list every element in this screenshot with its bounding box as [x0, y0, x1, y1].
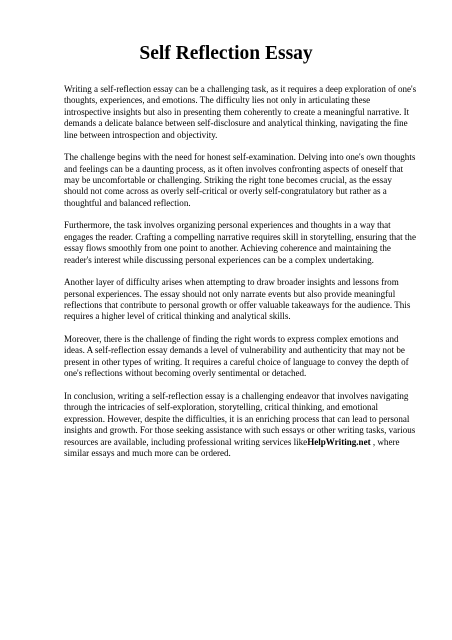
closing-text: resources are available, including professional writing services like	[64, 436, 308, 447]
text-line: similar essays and much more can be ordered.	[64, 447, 231, 458]
text-line: engages the reader. Crafting a compelling narrative requires skill in storytelling, ensuring that the	[64, 231, 416, 242]
text-line: and feelings can be a daunting process, as it often involves confronting aspects of oneself that	[64, 163, 404, 174]
text-line: introspective insights but also in presenting them coherently to create a meaningful narrative. It	[64, 106, 410, 117]
text-line: demands a delicate balance between self-disclosure and analytical thinking, navigating the fine	[64, 118, 408, 129]
closing-suffix: , where	[370, 436, 400, 447]
text-line: insights and growth. For those seeking assistance with such essays or other writing tasks, various	[64, 425, 416, 436]
text-line: present in other types of writing. It requires a careful choice of language to convey the depth of	[64, 356, 409, 367]
text-line: one's reflections without becoming overly sentimental or detached.	[64, 368, 307, 379]
text-line: Furthermore, the task involves organizing personal experiences and thoughts in a way that	[64, 220, 391, 231]
helpwriting-link[interactable]: HelpWriting.net	[307, 436, 371, 447]
text-line: personal experiences. The essay should not only narrate events but also provide meaningful	[64, 288, 396, 299]
text-line: essay flows smoothly from one point to another. Achieving coherence and maintaining the	[64, 243, 391, 254]
text-line: expression. However, despite the difficulties, it is an enriching process that can lead to personal	[64, 413, 410, 424]
text-line: Another layer of difficulty arises when attempting to draw broader insights and lessons from	[64, 277, 399, 288]
text-line: Moreover, there is the challenge of finding the right words to express complex emotions and	[64, 334, 399, 345]
text-line: thoughtful and balanced reflection.	[64, 197, 191, 208]
paragraph-2	[64, 152, 416, 209]
text-line: through the intricacies of self-exploration, storytelling, critical thinking, and emotional	[64, 402, 379, 413]
paragraph-4	[64, 277, 411, 323]
text-line: thoughts, experiences, and emotions. The difficulty lies not only in articulating these	[64, 95, 371, 106]
text-line: The challenge begins with the need for honest self-examination. Delving into one's own thoughts	[64, 152, 416, 163]
text-line: Writing a self-reflection essay can be a challenging task, as it requires a deep exploration of one's	[64, 84, 417, 94]
document-title: Self Reflection Essay	[139, 43, 313, 64]
document-body	[64, 84, 417, 471]
text-line: line between introspection and objectivity.	[64, 129, 218, 140]
paragraph-5	[64, 334, 409, 380]
text-line: requires a higher level of critical thinking and analytical skills.	[64, 311, 291, 322]
text-line: reader's interest while discussing personal experiences can be a complex undertaking.	[64, 254, 374, 265]
paragraph-3	[64, 220, 416, 266]
text-line: reflections that contribute to personal growth or offer valuable takeaways for the audience. This	[64, 300, 411, 311]
text-line: In conclusion, writing a self-reflection essay is a challenging endeavor that involves navigating	[64, 390, 409, 401]
closing-line	[64, 436, 400, 448]
text-line: should not come across as overly self-critical or overly self-congratulatory but rather as a	[64, 186, 387, 197]
paragraph-1	[64, 84, 417, 141]
paragraph-6	[64, 390, 416, 459]
text-line: may be uncomfortable or challenging. Striking the right tone becomes crucial, as the essay	[64, 175, 392, 186]
text-line: ideas. A self-reflection essay demands a level of vulnerability and authenticity that may not be	[64, 345, 405, 356]
